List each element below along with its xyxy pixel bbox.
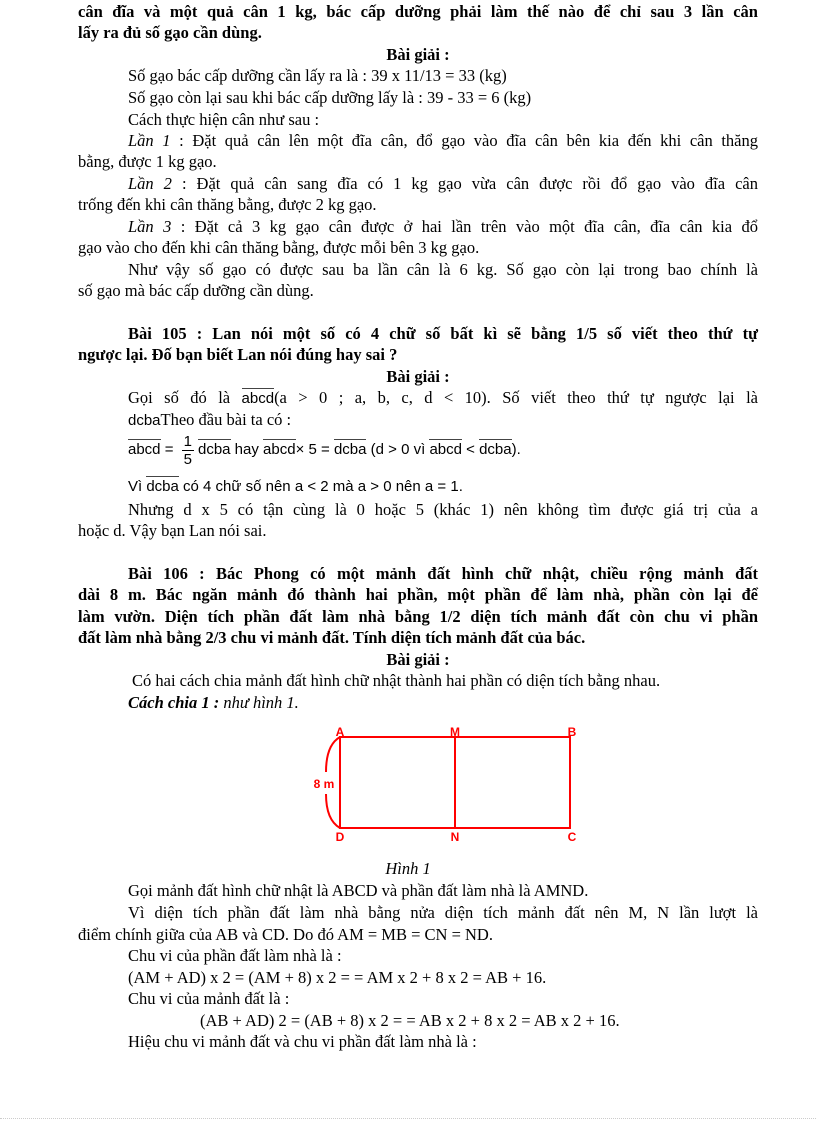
brace-bottom (326, 794, 340, 828)
brace-top (326, 737, 340, 772)
page-bottom-divider (0, 1118, 816, 1119)
numerator: 1 (183, 432, 192, 450)
problem-106-title-cont: đất làm nhà bằng 2/3 chu vi mảnh đất. Tính diện tích mảnh đất của bác. (78, 628, 586, 647)
text-line: (AM + AD) x 2 = (AM + 8) x 2 = = AM x 2 + 8 x 2 = AB + 16. (128, 968, 547, 987)
problem-106-title-cont: dài 8 m. Bác ngăn mảnh đó thành hai phần, một phần để làm nhà, phần còn lại để (78, 585, 758, 604)
method-label: Cách chia 1 : (128, 693, 220, 712)
text-line: Cách thực hiện cân như sau : (128, 110, 320, 129)
label-width: 8 m (313, 777, 335, 791)
overline-number: dcba (479, 441, 512, 458)
denominator: 5 (183, 450, 192, 468)
overline-number: dcba (146, 478, 179, 495)
text: × 5 = (295, 441, 334, 458)
text: Gọi số đó là (128, 388, 242, 407)
text-line: Như vậy số gạo có được sau ba lần cân là 6 kg. Số gạo còn lại trong bao chính là (128, 260, 758, 279)
overline-number: dcba (333, 441, 367, 458)
problem-106-title-cont: làm vườn. Diện tích phần đất làm nhà bằng 1/2 diện tích mảnh đất còn chu vi phần (78, 607, 758, 626)
overline-number: dcba (197, 441, 231, 458)
step-text: : Đặt quả cân sang đĩa có 1 kg gạo vừa cân được rồi đổ gạo vào đĩa cân (171, 174, 758, 193)
label-b: B (567, 725, 577, 739)
solution-heading: Bài giải : (386, 45, 450, 64)
problem-106-title: Bài 106 : Bác Phong có một mảnh đất hình chữ nhật, chiều rộng mảnh đất (128, 564, 758, 583)
step-text: : Đặt cả 3 kg gạo cân được ở hai lần trên vào một đĩa cân, đĩa cân kia đổ (171, 217, 758, 236)
text-line: Hiệu chu vi mảnh đất và chu vi phần đất làm nhà là : (128, 1032, 477, 1051)
text-line: bằng, được 1 kg gạo. (78, 152, 217, 171)
step-label: Lần 2 (128, 174, 172, 193)
text-line: Vì diện tích phần đất làm nhà bằng nửa diện tích mảnh đất nên M, N lần lượt là (128, 903, 758, 922)
problem-105-title-cont: ngược lại. Đố bạn biết Lan nói đúng hay sai ? (78, 345, 398, 364)
overline-number: abcd (128, 441, 161, 458)
label-a: A (335, 725, 345, 739)
text-line: (AB + AD) 2 = (AB + 8) x 2 = = AB x 2 + 8 x 2 = AB x 2 + 16. (200, 1011, 620, 1030)
step-text: : Đặt quả cân lên một đĩa cân, đổ gạo vào đĩa cân bên kia đến khi cân thăng (170, 131, 758, 150)
label-c: C (567, 830, 577, 844)
label-m: M (450, 725, 460, 739)
text: ). (511, 441, 521, 458)
text: (a > 0 ; a, b, c, d < 10). Số viết theo thứ tự ngược lại là (274, 388, 758, 407)
text-line: Gọi mảnh đất hình chữ nhật là ABCD và phần đất làm nhà là AMND. (128, 881, 589, 900)
text: có 4 chữ số nên a < 2 mà a > 0 nên a = 1. (178, 478, 463, 495)
step-label: Lần 3 (128, 217, 172, 236)
text-line: trống đến khi cân thăng bằng, được 2 kg gạo. (78, 195, 377, 214)
text-line: gạo vào cho đến khi cân thăng bằng, được mỗi bên 3 kg gạo. (78, 238, 480, 257)
intro-line-2: lấy ra đủ số gạo cần dùng. (78, 23, 262, 42)
text-line: số gạo mà bác cấp dưỡng cần dùng. (78, 281, 314, 300)
text-line: Chu vi của phần đất làm nhà là : (128, 946, 342, 965)
text: = (160, 441, 178, 458)
text-line: Số gạo bác cấp dưỡng cần lấy ra là : 39 x 11/13 = 33 (kg) (128, 66, 507, 85)
overline-number: abcd (263, 441, 296, 458)
intro-line-1: cân đĩa và một quả cân 1 kg, bác cấp dưỡng phải làm thế nào để chỉ sau 3 lần cân (78, 2, 758, 21)
text: (d > 0 vì (366, 441, 430, 458)
solution-heading: Bài giải : (386, 367, 450, 386)
figure-caption: Hình 1 (385, 859, 431, 878)
overline-number: abcd (429, 441, 462, 458)
overline-number: abcd (241, 390, 275, 407)
text: Vì (128, 478, 147, 495)
text-line: Nhưng d x 5 có tận cùng là 0 hoặc 5 (khác 1) nên không tìm được giá trị của a (128, 500, 758, 519)
text: hay (230, 441, 264, 458)
text-line: điểm chính giữa của AB và CD. Do đó AM = MB = CN = ND. (78, 925, 493, 944)
text-line: Có hai cách chia mảnh đất hình chữ nhật thành hai phần có diện tích bằng nhau. (132, 671, 661, 690)
label-n: N (450, 830, 460, 844)
solution-heading: Bài giải : (386, 650, 450, 669)
text-line: Số gạo còn lại sau khi bác cấp dưỡng lấy là : 39 - 33 = 6 (kg) (128, 88, 532, 107)
text-line: hoặc d. Vậy bạn Lan nói sai. (78, 521, 267, 540)
step-label: Lần 1 (128, 131, 171, 150)
text: < (461, 441, 480, 458)
method-text: như hình 1. (219, 693, 299, 712)
text-line: Chu vi của mảnh đất là : (128, 989, 290, 1008)
label-d: D (335, 830, 345, 844)
number: dcba (128, 412, 161, 429)
text: Theo đầu bài ta có : (160, 410, 292, 429)
problem-105-title: Bài 105 : Lan nói một số có 4 chữ số bất kì sẽ bằng 1/5 số viết theo thứ tự (128, 324, 758, 343)
